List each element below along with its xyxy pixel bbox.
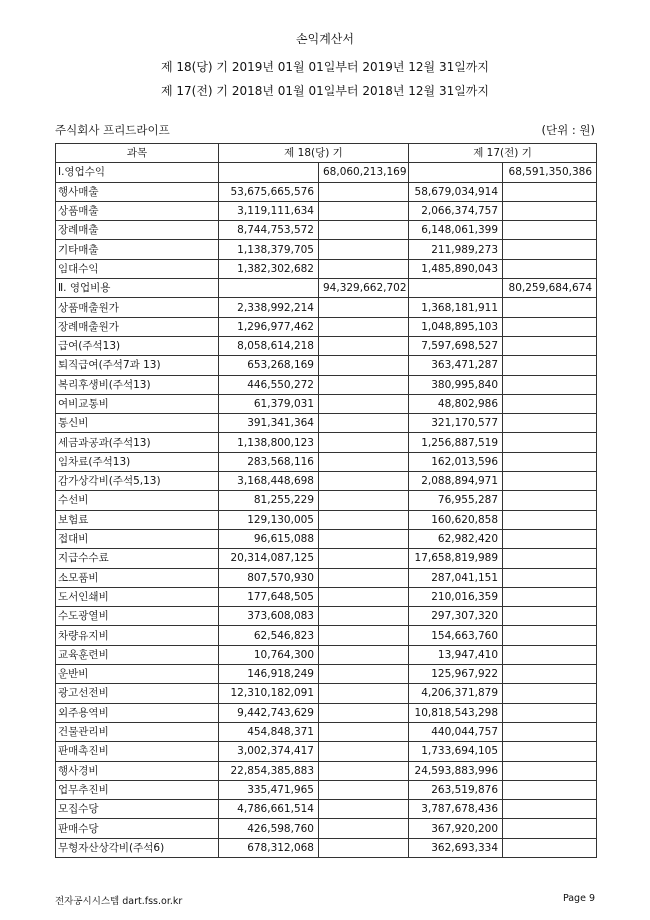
amount-cell <box>319 336 409 355</box>
amount-cell: 1,296,977,462 <box>219 317 319 336</box>
account-name: 복리후생비(주석13) <box>56 375 219 394</box>
amount-cell: 68,060,213,169 <box>319 163 409 182</box>
table-row <box>56 394 597 413</box>
amount-cell <box>503 394 597 413</box>
amount-cell <box>503 491 597 510</box>
amount-cell <box>319 838 409 857</box>
table-row <box>56 587 597 606</box>
amount-cell <box>319 742 409 761</box>
amount-cell: 1,382,302,682 <box>219 259 319 278</box>
account-name: 장례매출원가 <box>56 317 219 336</box>
table-row <box>56 259 597 278</box>
amount-cell: 678,312,068 <box>219 838 319 857</box>
amount-cell: 129,130,005 <box>219 510 319 529</box>
account-name: Ⅰ.영업수익 <box>56 163 219 182</box>
amount-cell <box>503 607 597 626</box>
amount-cell <box>319 472 409 491</box>
amount-cell: 81,255,229 <box>219 491 319 510</box>
table-row <box>56 240 597 259</box>
amount-cell <box>319 221 409 240</box>
amount-cell: 177,648,505 <box>219 587 319 606</box>
account-name: 상품매출 <box>56 201 219 220</box>
amount-cell: 160,620,858 <box>409 510 503 529</box>
amount-cell <box>319 549 409 568</box>
table-row <box>56 722 597 741</box>
amount-cell <box>503 201 597 220</box>
table-row <box>56 356 597 375</box>
table-row <box>56 761 597 780</box>
account-name: 감가상각비(주석5,13) <box>56 472 219 491</box>
column-header-account: 과목 <box>56 144 219 163</box>
amount-cell: 62,546,823 <box>219 626 319 645</box>
table-row <box>56 298 597 317</box>
account-name: 운반비 <box>56 665 219 684</box>
amount-cell: 446,550,272 <box>219 375 319 394</box>
account-name: 판매수당 <box>56 819 219 838</box>
amount-cell <box>503 780 597 799</box>
amount-cell <box>503 568 597 587</box>
amount-cell <box>319 780 409 799</box>
amount-cell <box>503 510 597 529</box>
amount-cell <box>503 800 597 819</box>
amount-cell <box>319 568 409 587</box>
page-number: Page 9 <box>562 893 595 904</box>
account-name: 외주용역비 <box>56 703 219 722</box>
account-name: 통신비 <box>56 414 219 433</box>
amount-cell <box>503 703 597 722</box>
account-name: 차량유지비 <box>56 626 219 645</box>
table-row <box>56 375 597 394</box>
amount-cell <box>319 510 409 529</box>
income-statement-table <box>55 143 597 858</box>
account-name: 행사매출 <box>56 182 219 201</box>
amount-cell <box>319 703 409 722</box>
table-row <box>56 221 597 240</box>
amount-cell: 1,733,694,105 <box>409 742 503 761</box>
amount-cell: 391,341,364 <box>219 414 319 433</box>
table-row <box>56 529 597 548</box>
amount-cell <box>503 298 597 317</box>
amount-cell: 211,989,273 <box>409 240 503 259</box>
amount-cell: 10,764,300 <box>219 645 319 664</box>
amount-cell <box>219 279 319 298</box>
account-name: 장례매출 <box>56 221 219 240</box>
amount-cell: 263,519,876 <box>409 780 503 799</box>
amount-cell <box>319 645 409 664</box>
amount-cell: 3,168,448,698 <box>219 472 319 491</box>
account-name: 임차료(주석13) <box>56 452 219 471</box>
amount-cell <box>503 182 597 201</box>
amount-cell: 162,013,596 <box>409 452 503 471</box>
account-name: 소모품비 <box>56 568 219 587</box>
table-row <box>56 645 597 664</box>
amount-cell <box>319 607 409 626</box>
amount-cell: 7,597,698,527 <box>409 336 503 355</box>
amount-cell <box>319 433 409 452</box>
amount-cell: 3,787,678,436 <box>409 800 503 819</box>
amount-cell: 53,675,665,576 <box>219 182 319 201</box>
table-row <box>56 742 597 761</box>
amount-cell: 96,615,088 <box>219 529 319 548</box>
amount-cell <box>503 375 597 394</box>
account-name: 보험료 <box>56 510 219 529</box>
column-header-current: 제 18(당) 기 <box>219 144 409 163</box>
amount-cell <box>503 549 597 568</box>
amount-cell: 20,314,087,125 <box>219 549 319 568</box>
amount-cell <box>319 201 409 220</box>
account-name: Ⅱ. 영업비용 <box>56 279 219 298</box>
table-row <box>56 703 597 722</box>
account-name: 건물관리비 <box>56 722 219 741</box>
table-row <box>56 491 597 510</box>
amount-cell: 1,368,181,911 <box>409 298 503 317</box>
amount-cell <box>503 838 597 857</box>
amount-cell <box>503 819 597 838</box>
account-name: 급여(주석13) <box>56 336 219 355</box>
amount-cell: 440,044,757 <box>409 722 503 741</box>
amount-cell: 2,066,374,757 <box>409 201 503 220</box>
account-name: 도서인쇄비 <box>56 587 219 606</box>
amount-cell <box>319 761 409 780</box>
amount-cell <box>503 645 597 664</box>
account-name: 지급수수료 <box>56 549 219 568</box>
account-name: 접대비 <box>56 529 219 548</box>
account-name: 수도광열비 <box>56 607 219 626</box>
amount-cell <box>503 587 597 606</box>
amount-cell <box>319 259 409 278</box>
column-header-prior: 제 17(전) 기 <box>409 144 597 163</box>
amount-cell: 76,955,287 <box>409 491 503 510</box>
amount-cell <box>319 452 409 471</box>
amount-cell: 94,329,662,702 <box>319 279 409 298</box>
account-name: 행사경비 <box>56 761 219 780</box>
amount-cell <box>319 684 409 703</box>
amount-cell: 210,016,359 <box>409 587 503 606</box>
account-name: 수선비 <box>56 491 219 510</box>
table-row <box>56 182 597 201</box>
account-name: 임대수익 <box>56 259 219 278</box>
amount-cell <box>319 626 409 645</box>
amount-cell: 22,854,385,883 <box>219 761 319 780</box>
amount-cell <box>503 414 597 433</box>
table-row <box>56 780 597 799</box>
amount-cell <box>319 665 409 684</box>
account-name: 무형자산상각비(주석6) <box>56 838 219 857</box>
account-name: 판매촉진비 <box>56 742 219 761</box>
amount-cell: 9,442,743,629 <box>219 703 319 722</box>
amount-cell <box>319 317 409 336</box>
amount-cell: 12,310,182,091 <box>219 684 319 703</box>
table-row <box>56 549 597 568</box>
amount-cell: 367,920,200 <box>409 819 503 838</box>
amount-cell: 1,138,800,123 <box>219 433 319 452</box>
amount-cell: 363,471,287 <box>409 356 503 375</box>
amount-cell <box>319 356 409 375</box>
amount-cell: 653,268,169 <box>219 356 319 375</box>
account-name: 퇴직급여(주석7과 13) <box>56 356 219 375</box>
amount-cell <box>319 298 409 317</box>
amount-cell <box>503 317 597 336</box>
amount-cell <box>503 356 597 375</box>
amount-cell: 1,138,379,705 <box>219 240 319 259</box>
table-row <box>56 433 597 452</box>
amount-cell <box>503 722 597 741</box>
amount-cell <box>219 163 319 182</box>
amount-cell <box>319 587 409 606</box>
account-name: 모집수당 <box>56 800 219 819</box>
amount-cell <box>503 452 597 471</box>
table-row <box>56 452 597 471</box>
amount-cell <box>503 472 597 491</box>
amount-cell: 125,967,922 <box>409 665 503 684</box>
amount-cell <box>319 529 409 548</box>
amount-cell: 297,307,320 <box>409 607 503 626</box>
statement-title: 손익계산서 <box>296 32 354 46</box>
amount-cell: 62,982,420 <box>409 529 503 548</box>
amount-cell: 373,608,083 <box>219 607 319 626</box>
company-name: 주식회사 프리드라이프 <box>55 123 170 137</box>
amount-cell: 1,485,890,043 <box>409 259 503 278</box>
amount-cell <box>319 240 409 259</box>
amount-cell <box>503 665 597 684</box>
table-header-row <box>56 144 597 163</box>
account-name: 세금과공과(주석13) <box>56 433 219 452</box>
amount-cell: 2,338,992,214 <box>219 298 319 317</box>
table-row <box>56 607 597 626</box>
table-row <box>56 684 597 703</box>
table-row <box>56 568 597 587</box>
amount-cell <box>319 182 409 201</box>
period-prior: 제 17(전) 기 2018년 01월 01일부터 2018년 12월 31일까지 <box>160 84 489 98</box>
amount-cell <box>503 626 597 645</box>
amount-cell: 335,471,965 <box>219 780 319 799</box>
amount-cell: 362,693,334 <box>409 838 503 857</box>
amount-cell <box>319 819 409 838</box>
amount-cell: 2,088,894,971 <box>409 472 503 491</box>
account-name: 교육훈련비 <box>56 645 219 664</box>
amount-cell <box>503 684 597 703</box>
table-row <box>56 279 597 298</box>
amount-cell: 807,570,930 <box>219 568 319 587</box>
amount-cell: 146,918,249 <box>219 665 319 684</box>
amount-cell: 13,947,410 <box>409 645 503 664</box>
amount-cell: 283,568,116 <box>219 452 319 471</box>
amount-cell <box>503 433 597 452</box>
amount-cell <box>319 722 409 741</box>
amount-cell: 380,995,840 <box>409 375 503 394</box>
table-row <box>56 510 597 529</box>
account-name: 업무추진비 <box>56 780 219 799</box>
amount-cell: 61,379,031 <box>219 394 319 413</box>
table-row <box>56 800 597 819</box>
amount-cell <box>319 414 409 433</box>
amount-cell: 80,259,684,674 <box>503 279 597 298</box>
amount-cell <box>503 336 597 355</box>
amount-cell: 426,598,760 <box>219 819 319 838</box>
amount-cell <box>319 800 409 819</box>
table-row <box>56 626 597 645</box>
amount-cell: 1,048,895,103 <box>409 317 503 336</box>
amount-cell <box>503 742 597 761</box>
account-name: 광고선전비 <box>56 684 219 703</box>
footer-source: 전자공시시스템 dart.fss.or.kr <box>55 896 183 907</box>
account-name: 기타매출 <box>56 240 219 259</box>
amount-cell <box>319 375 409 394</box>
amount-cell: 4,206,371,879 <box>409 684 503 703</box>
table-row <box>56 665 597 684</box>
amount-cell: 24,593,883,996 <box>409 761 503 780</box>
amount-cell: 58,679,034,914 <box>409 182 503 201</box>
table-row <box>56 414 597 433</box>
period-current: 제 18(당) 기 2019년 01월 01일부터 2019년 12월 31일까지 <box>160 60 489 74</box>
amount-cell: 48,802,986 <box>409 394 503 413</box>
amount-cell <box>503 240 597 259</box>
amount-cell: 8,744,753,572 <box>219 221 319 240</box>
account-name: 상품매출원가 <box>56 298 219 317</box>
amount-cell: 8,058,614,218 <box>219 336 319 355</box>
amount-cell <box>503 761 597 780</box>
amount-cell: 68,591,350,386 <box>503 163 597 182</box>
account-name: 여비교통비 <box>56 394 219 413</box>
amount-cell <box>409 279 503 298</box>
amount-cell <box>319 394 409 413</box>
amount-cell: 287,041,151 <box>409 568 503 587</box>
table-row <box>56 163 597 182</box>
table-row <box>56 472 597 491</box>
amount-cell: 154,663,760 <box>409 626 503 645</box>
amount-cell: 4,786,661,514 <box>219 800 319 819</box>
amount-cell <box>319 491 409 510</box>
amount-cell: 321,170,577 <box>409 414 503 433</box>
table-row <box>56 201 597 220</box>
table-row <box>56 838 597 857</box>
amount-cell <box>409 163 503 182</box>
amount-cell: 17,658,819,989 <box>409 549 503 568</box>
amount-cell: 10,818,543,298 <box>409 703 503 722</box>
amount-cell <box>503 529 597 548</box>
amount-cell: 3,002,374,417 <box>219 742 319 761</box>
amount-cell: 3,119,111,634 <box>219 201 319 220</box>
amount-cell: 6,148,061,399 <box>409 221 503 240</box>
amount-cell: 1,256,887,519 <box>409 433 503 452</box>
amount-cell <box>503 259 597 278</box>
amount-cell: 454,848,371 <box>219 722 319 741</box>
table-row <box>56 819 597 838</box>
unit-label: (단위 : 원) <box>541 123 595 137</box>
table-row <box>56 317 597 336</box>
table-row <box>56 336 597 355</box>
amount-cell <box>503 221 597 240</box>
